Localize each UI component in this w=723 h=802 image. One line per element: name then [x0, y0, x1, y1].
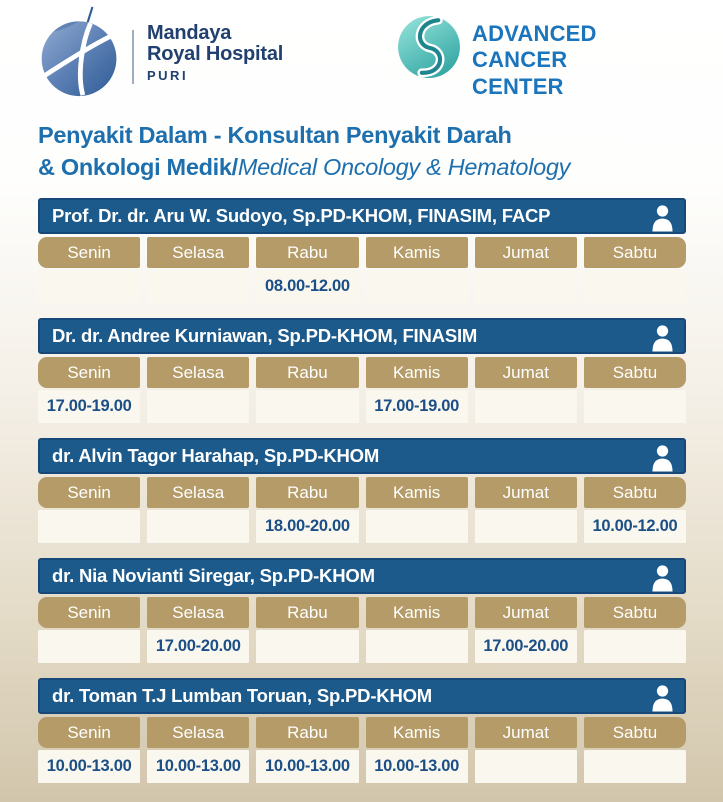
- day-chip: Selasa: [147, 717, 249, 748]
- time-cell-empty: [38, 270, 140, 303]
- hospital-name-line1: Mandaya: [147, 22, 232, 44]
- hospital-name-line3: PURI: [147, 67, 189, 83]
- time-cell-empty: [147, 270, 249, 303]
- day-chip: Rabu: [256, 597, 358, 628]
- person-icon: [650, 324, 675, 352]
- day-chip: Jumat: [475, 477, 577, 508]
- day-chip: Jumat: [475, 357, 577, 388]
- day-chip: Sabtu: [584, 717, 686, 748]
- day-chip: Senin: [38, 597, 140, 628]
- time-cell-empty: [584, 390, 686, 423]
- time-cell: 18.00-20.00: [256, 510, 358, 543]
- hospital-logo: [34, 6, 283, 98]
- day-header-row: [38, 477, 686, 508]
- person-icon: [650, 204, 675, 232]
- hospital-name-line2: Royal Hospital: [147, 43, 284, 66]
- hospital-name: [147, 23, 283, 83]
- time-cell-empty: [366, 510, 468, 543]
- time-cell-empty: [475, 750, 577, 783]
- day-chip: Jumat: [475, 717, 577, 748]
- time-cell-empty: [475, 510, 577, 543]
- day-chip: Selasa: [147, 597, 249, 628]
- page-title: [38, 121, 686, 185]
- day-chip: Selasa: [147, 477, 249, 508]
- title-line2-bold: & Onkologi Medik/: [38, 154, 238, 180]
- time-cell: 10.00-13.00: [38, 750, 140, 783]
- time-cell-empty: [38, 630, 140, 663]
- day-chip: Kamis: [366, 357, 468, 388]
- cancer-center-logo-icon: [396, 14, 462, 80]
- day-chip: Kamis: [366, 477, 468, 508]
- doctor-name-bar: [38, 198, 686, 234]
- doctor-block: [38, 198, 686, 303]
- day-chip: Sabtu: [584, 357, 686, 388]
- time-row: [38, 750, 686, 783]
- doctor-name-bar: [38, 318, 686, 354]
- doctor-block: [38, 558, 686, 663]
- doctor-name: Dr. dr. Andree Kurniawan, Sp.PD-KHOM, FINASIM: [52, 325, 478, 346]
- day-chip: Senin: [38, 477, 140, 508]
- day-chip: Senin: [38, 717, 140, 748]
- day-header-row: [38, 717, 686, 748]
- title-line1: Penyakit Dalam - Konsultan Penyakit Darah: [38, 122, 512, 148]
- hospital-logo-icon: [34, 6, 126, 98]
- doctor-name: dr. Toman T.J Lumban Toruan, Sp.PD-KHOM: [52, 685, 433, 706]
- person-icon: [650, 564, 675, 592]
- day-chip: Jumat: [475, 237, 577, 268]
- cancer-center-line1: ADVANCED CANCER: [472, 21, 597, 73]
- time-cell-empty: [256, 630, 358, 663]
- cancer-center-logo: [396, 14, 686, 100]
- time-cell-empty: [475, 390, 577, 423]
- time-cell-empty: [366, 270, 468, 303]
- doctor-name-bar: [38, 678, 686, 714]
- day-chip: Senin: [38, 357, 140, 388]
- day-chip: Selasa: [147, 237, 249, 268]
- doctor-block: [38, 678, 686, 783]
- time-cell: 17.00-20.00: [147, 630, 249, 663]
- day-header-row: [38, 597, 686, 628]
- day-chip: Rabu: [256, 357, 358, 388]
- time-cell-empty: [147, 390, 249, 423]
- time-cell: 10.00-12.00: [584, 510, 686, 543]
- doctor-name-bar: [38, 558, 686, 594]
- time-cell: 10.00-13.00: [256, 750, 358, 783]
- day-chip: Rabu: [256, 717, 358, 748]
- day-chip: Sabtu: [584, 237, 686, 268]
- title-line2-italic: Medical Oncology & Hematology: [237, 154, 571, 180]
- day-chip: Kamis: [366, 597, 468, 628]
- time-row: [38, 630, 686, 663]
- doctor-list: [38, 198, 686, 783]
- day-header-row: [38, 237, 686, 268]
- time-row: [38, 270, 686, 303]
- time-row: [38, 390, 686, 423]
- day-chip: Kamis: [366, 237, 468, 268]
- time-cell: 10.00-13.00: [366, 750, 468, 783]
- time-cell-empty: [256, 390, 358, 423]
- day-chip: Rabu: [256, 237, 358, 268]
- day-chip: Senin: [38, 237, 140, 268]
- header: [38, 0, 686, 104]
- doctor-name: dr. Alvin Tagor Harahap, Sp.PD-KHOM: [52, 445, 380, 466]
- time-cell-empty: [475, 270, 577, 303]
- time-row: [38, 510, 686, 543]
- time-cell: 17.00-19.00: [366, 390, 468, 423]
- doctor-name: Prof. Dr. dr. Aru W. Sudoyo, Sp.PD-KHOM, FINASIM, FACP: [52, 205, 551, 226]
- doctor-name-bar: [38, 438, 686, 474]
- time-cell-empty: [584, 750, 686, 783]
- time-cell: 17.00-20.00: [475, 630, 577, 663]
- person-icon: [650, 444, 675, 472]
- time-cell: 08.00-12.00: [256, 270, 358, 303]
- time-cell-empty: [147, 510, 249, 543]
- person-icon: [650, 684, 675, 712]
- time-cell-empty: [584, 270, 686, 303]
- time-cell-empty: [38, 510, 140, 543]
- cancer-center-line2: CENTER: [472, 73, 564, 99]
- day-header-row: [38, 357, 686, 388]
- day-chip: Selasa: [147, 357, 249, 388]
- time-cell-empty: [366, 630, 468, 663]
- time-cell: 17.00-19.00: [38, 390, 140, 423]
- time-cell: 10.00-13.00: [147, 750, 249, 783]
- day-chip: Sabtu: [584, 477, 686, 508]
- doctor-block: [38, 318, 686, 423]
- doctor-name: dr. Nia Novianti Siregar, Sp.PD-KHOM: [52, 565, 375, 586]
- day-chip: Sabtu: [584, 597, 686, 628]
- day-chip: Rabu: [256, 477, 358, 508]
- day-chip: Jumat: [475, 597, 577, 628]
- doctor-block: [38, 438, 686, 543]
- day-chip: Kamis: [366, 717, 468, 748]
- time-cell-empty: [584, 630, 686, 663]
- logo-divider: [132, 30, 134, 84]
- cancer-center-name: [472, 21, 686, 100]
